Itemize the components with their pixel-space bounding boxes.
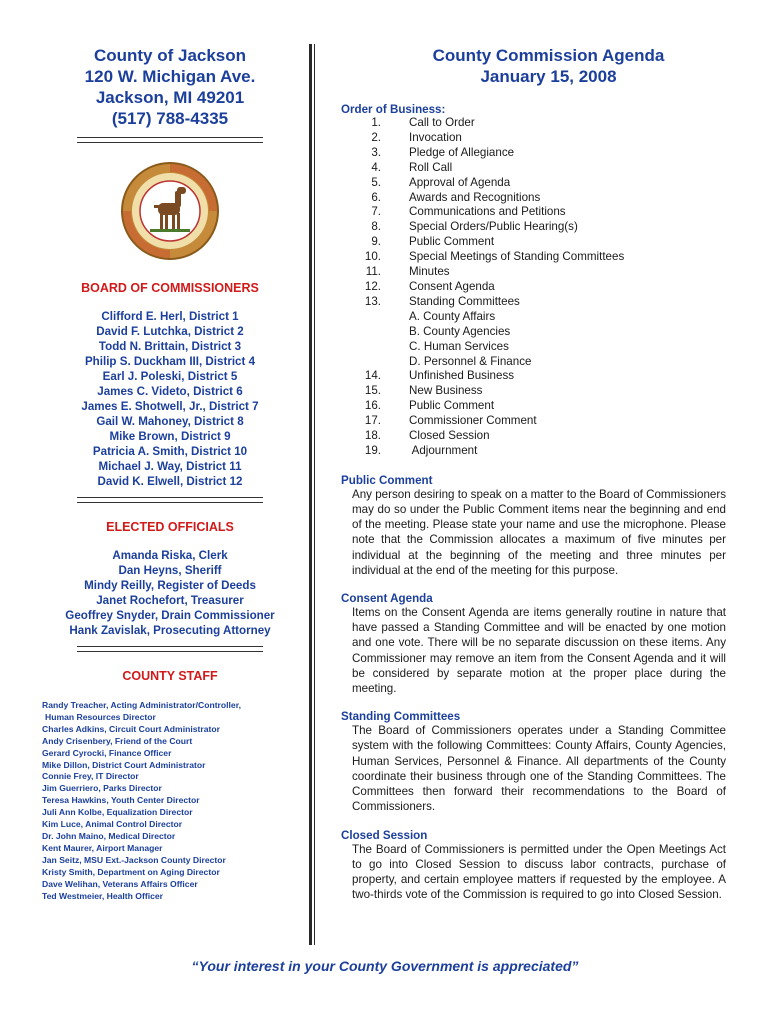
column-divider (314, 44, 315, 945)
street-address: 120 W. Michigan Ave. (84, 67, 256, 86)
agenda-item: 2. Invocation (371, 130, 462, 144)
list-item: Juli Ann Kolbe, Equalization Director (42, 807, 193, 818)
list-item: Connie Frey, IT Director (42, 771, 139, 782)
list-item: David F. Lutchka, District 2 (96, 325, 244, 338)
divider-rule (77, 646, 263, 652)
footer-tagline: “Your interest in your County Government is appreciated” (191, 958, 579, 974)
county-seal-icon (120, 161, 220, 261)
agenda-item: 6. Awards and Recognitions (371, 190, 541, 204)
order-heading: Order of Business: (341, 103, 446, 116)
list-item: James E. Shotwell, Jr., District 7 (81, 400, 259, 413)
right-column (341, 45, 726, 902)
phone-number: (517) 788-4335 (111, 109, 229, 128)
agenda-date: January 15, 2008 (480, 67, 617, 86)
list-item: Gerard Cyrocki, Finance Officer (42, 747, 172, 758)
list-item: Teresa Hawkins, Youth Center Director (42, 795, 200, 806)
agenda-subitem: D. Personnel & Finance (409, 354, 532, 368)
list-item: James C. Videto, District 6 (97, 385, 243, 398)
agenda-item: 13. Standing Committees (364, 294, 520, 308)
list-item: Kim Luce, Animal Control Director (42, 819, 183, 830)
agenda-item: 12. Consent Agenda (364, 279, 495, 293)
agenda-subitem: C. Human Services (409, 339, 509, 353)
list-item: Dan Heyns, Sheriff (118, 564, 222, 577)
list-item: Hank Zavislak, Prosecuting Attorney (69, 624, 271, 637)
elected-title: ELECTED OFFICIALS (106, 520, 234, 534)
agenda-item: 17. Commissioner Comment (364, 414, 537, 428)
county-name: County of Jackson (93, 46, 247, 65)
section-heading: Closed Session (341, 828, 428, 842)
list-item: Todd N. Brittain, District 3 (98, 340, 242, 353)
order-of-business (341, 116, 726, 459)
list-item: Charles Adkins, Circuit Court Administrator (42, 723, 220, 734)
agenda-subitem: A. County Affairs (409, 309, 496, 323)
section-heading: Standing Committees (341, 710, 461, 724)
agenda-item: 10. Special Meetings of Standing Committees (364, 250, 625, 264)
agenda-item: 1. Call to Order (371, 116, 475, 129)
list-item: Mike Dillon, District Court Administrator (42, 759, 206, 770)
section-body: Items on the Consent Agenda are items generally routine in nature that have passed a Standing Committee and will be enacted by one motion and one vote. There will be no separate discussion on these items. Any Commissioner may remove an item from the Consent Agenda and it will be considered by separate motion at the proper place during the meeting. (352, 606, 726, 696)
agenda-item: 5. Approval of Agenda (371, 175, 511, 189)
staff-members (42, 700, 290, 902)
list-item: Gail W. Mahoney, District 8 (96, 415, 244, 428)
list-item: Michael J. Way, District 11 (98, 460, 242, 473)
agenda-subitem: B. County Agencies (409, 324, 511, 338)
left-column (42, 45, 290, 902)
agenda-item: 9. Public Comment (371, 235, 495, 249)
list-item: Geoffrey Snyder, Drain Commissioner (65, 609, 275, 622)
list-item: Human Resources Director (45, 711, 156, 722)
agenda-title: County Commission Agenda (432, 46, 665, 65)
city-state-zip: Jackson, MI 49201 (95, 88, 245, 107)
list-item: Andy Crisenbery, Friend of the Court (42, 735, 193, 746)
agenda-item: 8. Special Orders/Public Hearing(s) (371, 220, 578, 234)
elected-members (50, 548, 290, 638)
agenda-item: 15. New Business (364, 384, 483, 398)
list-item: Amanda Riska, Clerk (112, 549, 228, 562)
section-body: The Board of Commissioners is permitted under the Open Meetings Act to go into Closed Session to discuss labor contracts, purchase of property, and certain employee matters if requested by the employee. A two-thirds vote of the Commission is required to go into Closed Session. (352, 842, 726, 902)
column-divider (309, 44, 312, 945)
board-members (50, 309, 290, 489)
agenda-item: 3. Pledge of Allegiance (371, 145, 515, 159)
list-item: Dr. John Maino, Medical Director (42, 830, 176, 841)
agenda-item: 11. Minutes (365, 265, 450, 279)
list-item: Mike Brown, District 9 (109, 430, 231, 443)
divider-rule (77, 497, 263, 503)
list-item: David K. Elwell, District 12 (97, 475, 243, 488)
section-body: Any person desiring to speak on a matter to the Board of Commissioners may do so under the Public Comment items near the beginning and end of the meeting. Please state your name and use the microphone. Please note that the Commission allocates a maximum of five minutes per individual at the beginning of the meeting and three minutes per individual at the end of the meeting for this purpose. (352, 487, 726, 577)
agenda-item: 14. Unfinished Business (364, 369, 515, 383)
agenda-item: 19. Adjournment (364, 443, 478, 457)
list-item: Dave Welihan, Veterans Affairs Officer (42, 878, 198, 889)
board-title: BOARD OF COMMISSIONERS (81, 281, 259, 295)
agenda-item: 18. Closed Session (364, 429, 490, 443)
section-heading: Consent Agenda (341, 592, 433, 606)
list-item: Mindy Reilly, Register of Deeds (84, 579, 256, 592)
agenda-item: 7. Communications and Petitions (371, 205, 566, 219)
list-item: Jan Seitz, MSU Ext.-Jackson County Director (42, 854, 226, 865)
staff-title: COUNTY STAFF (122, 669, 218, 683)
list-item: Randy Treacher, Acting Administrator/Controller, (42, 700, 241, 710)
list-item: Earl J. Poleski, District 5 (102, 370, 238, 383)
list-item: Ted Westmeier, Health Officer (42, 890, 163, 901)
divider-rule (77, 137, 263, 143)
list-item: Clifford E. Herl, District 1 (101, 310, 239, 323)
list-item: Philip S. Duckham III, District 4 (84, 355, 256, 368)
agenda-item: 4. Roll Call (371, 160, 453, 174)
list-item: Kristy Smith, Department on Aging Director (42, 866, 220, 877)
section-heading: Public Comment (341, 473, 433, 487)
agenda-item: 16. Public Comment (364, 399, 495, 413)
list-item: Jim Guerriero, Parks Director (42, 783, 162, 794)
list-item: Janet Rochefort, Treasurer (96, 594, 244, 607)
list-item: Patricia A. Smith, District 10 (92, 445, 248, 458)
list-item: Kent Maurer, Airport Manager (42, 842, 163, 853)
section-body: The Board of Commissioners operates under a Standing Committee system with the following Committees: County Affairs, County Agencies, Human Services, Personnel & Finance. All departments of the County coordinate their business through one of the Standing Committees. The Committees then forward their recommendations to the Board of Commissioners. (352, 724, 726, 814)
